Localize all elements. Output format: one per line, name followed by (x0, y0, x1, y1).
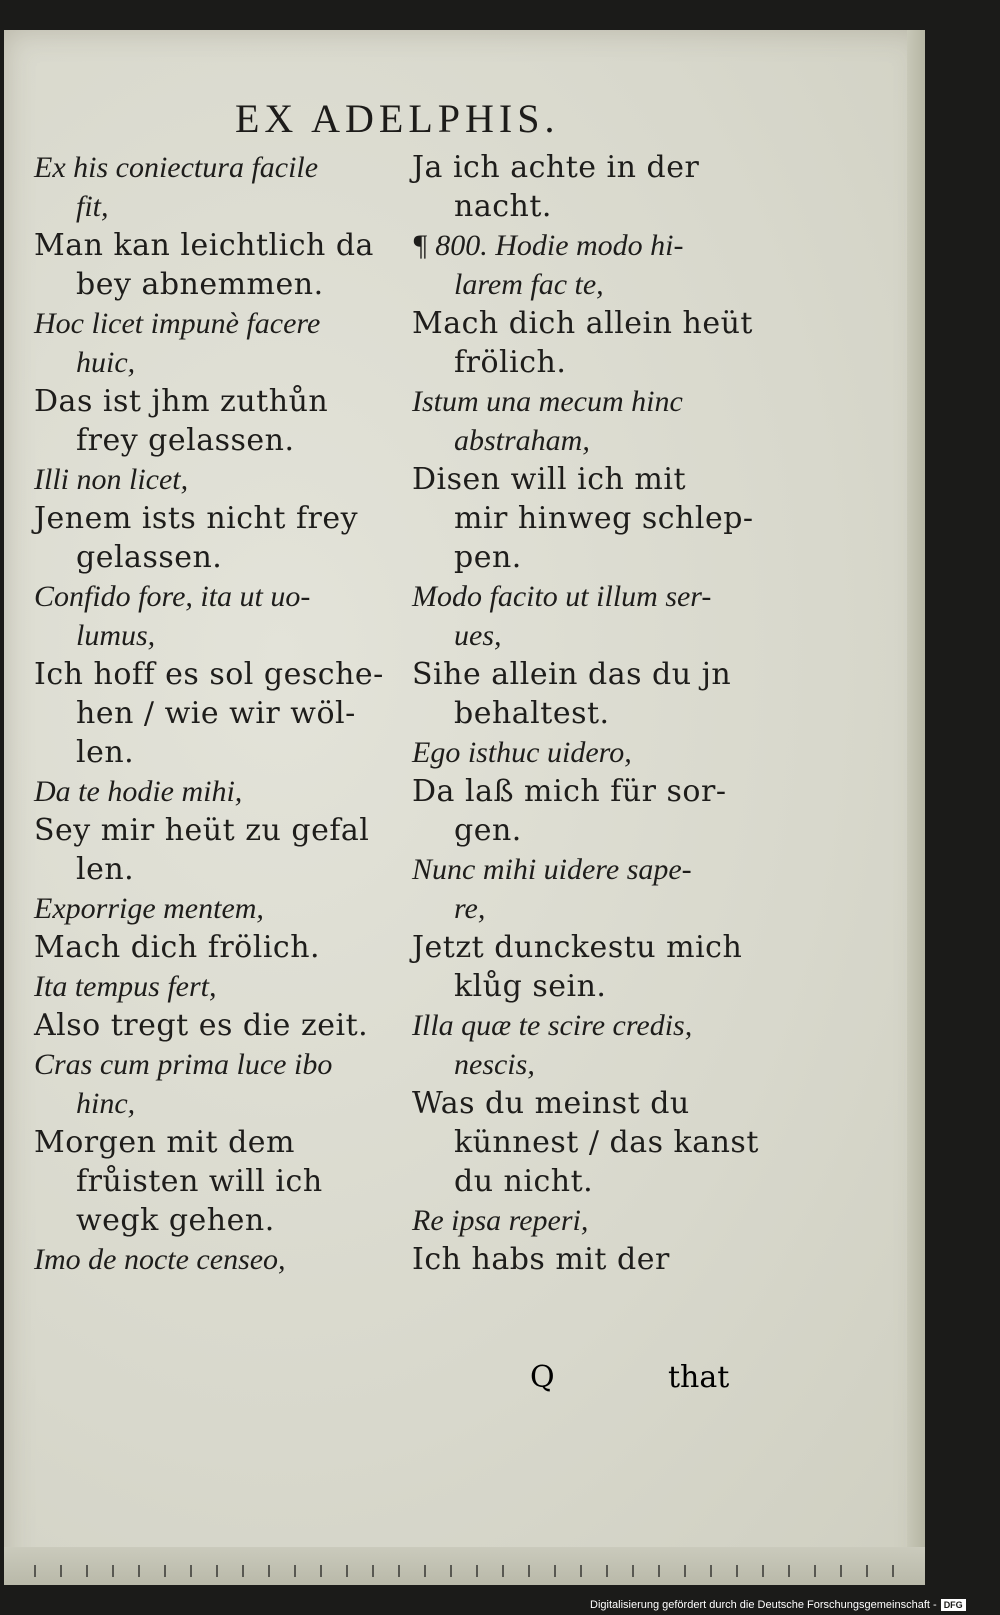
latin-phrase-line: Istum una mecum hinc (412, 385, 683, 418)
latin-phrase-line: Confido fore, ita ut uo- (34, 580, 311, 613)
latin-phrase-line: Imo de nocte censeo, (34, 1243, 286, 1276)
german-translation-line: mir hinweg schlep- (454, 501, 754, 536)
latin-phrase-line: Exporrige mentem, (34, 892, 264, 925)
page-edge (907, 30, 925, 1585)
latin-phrase-line: abstraham, (454, 424, 590, 457)
latin-phrase-line: Da te hodie mihi, (34, 775, 243, 808)
german-translation-line: klůg sein. (454, 969, 607, 1004)
german-translation-line: frůisten will ich (76, 1164, 323, 1199)
latin-phrase-line: larem fac te, (454, 268, 604, 301)
german-translation-line: Da laß mich für sor- (412, 774, 727, 809)
latin-phrase-line: Ita tempus fert, (34, 970, 217, 1003)
german-translation-line: gen. (454, 813, 522, 848)
german-translation-line: Jenem ists nicht frey (34, 501, 359, 536)
latin-phrase-line: Cras cum prima luce ibo (34, 1048, 333, 1081)
german-translation-line: Was du meinst du (412, 1086, 690, 1121)
german-translation-line: Mach dich frölich. (34, 930, 321, 965)
latin-phrase-line: Re ipsa reperi, (412, 1204, 589, 1237)
latin-phrase-line: Illi non licet, (34, 463, 189, 496)
digitization-footer (590, 1596, 995, 1613)
german-translation-line: Ich habs mit der (412, 1242, 670, 1277)
german-translation-line: frölich. (454, 345, 567, 380)
german-translation-line: frey gelassen. (76, 423, 295, 458)
latin-phrase-line: huic, (76, 346, 136, 379)
german-translation-line: Man kan leichtlich da (34, 228, 374, 263)
latin-phrase-line: hinc, (76, 1087, 136, 1120)
german-translation-line: Also tregt es die zeit. (34, 1008, 369, 1043)
page-bottom-edge (4, 1547, 925, 1585)
german-translation-line: Mach dich allein heüt (412, 306, 753, 341)
german-translation-line: gelassen. (76, 540, 223, 575)
german-translation-line: Das ist jhm zuthůn (34, 384, 329, 419)
german-translation-line: Sey mir heüt zu gefal (34, 813, 370, 848)
dfg-logo: DFG (941, 1599, 966, 1611)
german-translation-line: du nicht. (454, 1164, 594, 1199)
german-translation-line: behaltest. (454, 696, 610, 731)
latin-phrase-line: fit, (76, 190, 109, 223)
german-translation-line: nacht. (454, 189, 552, 224)
german-translation-line: Morgen mit dem (34, 1125, 295, 1160)
latin-phrase-line: re, (454, 892, 486, 925)
signature-mark: Q (530, 1360, 555, 1395)
german-translation-line: pen. (454, 540, 522, 575)
latin-phrase-line: Ex his coniectura facile (34, 151, 319, 184)
latin-phrase-line: lumus, (76, 619, 156, 652)
german-translation-line: Disen will ich mit (412, 462, 687, 497)
latin-phrase-line: Ego isthuc uidero, (412, 736, 632, 769)
latin-phrase-line: ¶ 800. Hodie modo hi- (412, 229, 684, 262)
german-translation-line: hen / wie wir wöl- (76, 696, 356, 731)
latin-phrase-line: Illa quæ te scire credis, (412, 1009, 693, 1042)
catchword: that (668, 1360, 730, 1395)
latin-phrase-line: Hoc licet impunè facere (34, 307, 321, 340)
german-translation-line: len. (76, 735, 135, 770)
latin-phrase-line: Modo facito ut illum ser- (412, 580, 712, 613)
german-translation-line: len. (76, 852, 135, 887)
latin-phrase-line: nescis, (454, 1048, 535, 1081)
german-translation-line: wegk gehen. (76, 1203, 275, 1238)
german-translation-line: Sihe allein das du jn (412, 657, 732, 692)
latin-phrase-line: Nunc mihi uidere sape- (412, 853, 692, 886)
german-translation-line: Ich hoff es sol gesche- (34, 657, 384, 692)
latin-phrase-line: ues, (454, 619, 502, 652)
german-translation-line: künnest / das kanst (454, 1125, 759, 1160)
running-header: EX ADELPHIS. (235, 96, 560, 141)
german-translation-line: Jetzt dunckestu mich (412, 930, 743, 965)
left-column (34, 148, 389, 1279)
german-translation-line: bey abnemmen. (76, 267, 324, 302)
right-column (412, 148, 762, 1279)
footer-text: Digitalisierung gefördert durch die Deutsche Forschungsgemeinschaft - (590, 1598, 937, 1611)
german-translation-line: Ja ich achte in der (412, 150, 700, 185)
ruler-ticks (34, 1565, 914, 1577)
